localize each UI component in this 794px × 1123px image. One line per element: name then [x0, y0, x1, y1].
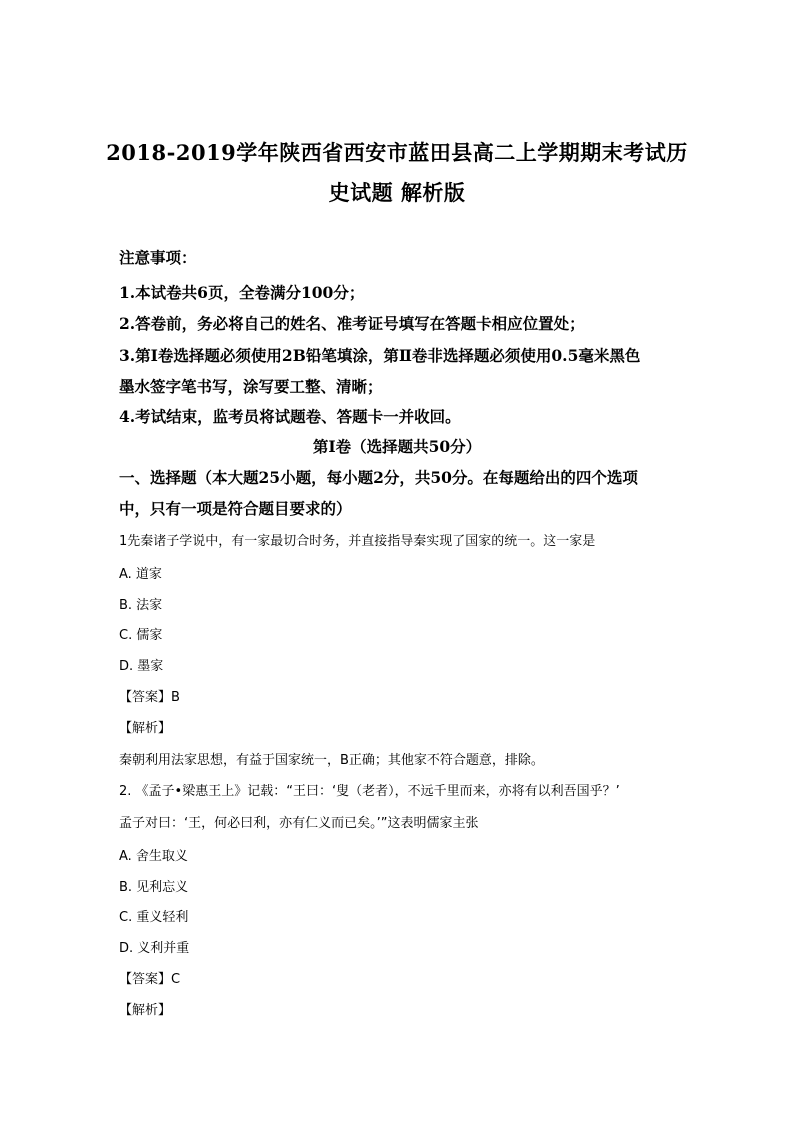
question-1-option-c: C. 儒家 — [119, 628, 163, 643]
notes-heading: 注意事项： — [119, 248, 197, 267]
question-1-answer: 【答案】B — [119, 690, 180, 705]
note-item-2: 2.答卷前，务必将自己的姓名、准考证号填写在答题卡相应位置处； — [119, 314, 585, 333]
note-item-4: 4.考试结束，监考员将试题卷、答题卡一并收回。 — [119, 407, 461, 426]
question-2-option-d: D. 义利并重 — [119, 941, 190, 956]
question-2-answer: 【答案】C — [119, 972, 181, 987]
note-item-1: 1.本试卷共6页，全卷满分100分； — [119, 283, 365, 302]
question-1-analysis: 秦朝利用法家思想，有益于国家统一，B正确；其他家不符合题意，排除。 — [119, 753, 544, 768]
section-instruction-line1: 一、选择题（本大题25小题，每小题2分，共50分。在每题给出的四个选项 — [119, 468, 638, 487]
part1-heading: 第Ⅰ卷（选择题共50分） — [312, 437, 482, 456]
question-2-stem-line1: 2. 《孟子•梁惠王上》记载：“王曰：‘叟（老者），不远千里而来，亦将有以利吾国乎？’ — [119, 784, 620, 799]
question-1-option-d: D. 墨家 — [119, 659, 164, 674]
question-1-option-a: A. 道家 — [119, 567, 162, 582]
question-2-option-c: C. 重义轻利 — [119, 910, 189, 925]
document-title-line2: 史试题 解析版 — [328, 180, 466, 205]
note-item-3-continued: 墨水签字笔书写，涂写要工整、清晰； — [119, 377, 383, 396]
note-item-3: 3.第Ⅰ卷选择题必须使用2B铅笔填涂，第Ⅱ卷非选择题必须使用0.5毫米黑色 — [119, 346, 641, 365]
question-1-option-b: B. 法家 — [119, 598, 163, 613]
question-2-option-b: B. 见利忘义 — [119, 880, 189, 895]
question-1-analysis-label: 【解析】 — [119, 721, 172, 736]
question-2-option-a: A. 舍生取义 — [119, 849, 188, 864]
document-title-line1: 2018-2019学年陕西省西安市蓝田县高二上学期期末考试历 — [106, 140, 688, 165]
question-2-stem-line2: 孟子对曰：‘王，何必曰利，亦有仁义而已矣。’”这表明儒家主张 — [119, 816, 479, 831]
section-instruction-line2: 中，只有一项是符合题目要求的） — [119, 499, 352, 518]
question-1-stem: 1先秦诸子学说中，有一家最切合时务，并直接指导秦实现了国家的统一。这一家是 — [119, 534, 596, 549]
question-2-analysis-label: 【解析】 — [119, 1003, 172, 1018]
